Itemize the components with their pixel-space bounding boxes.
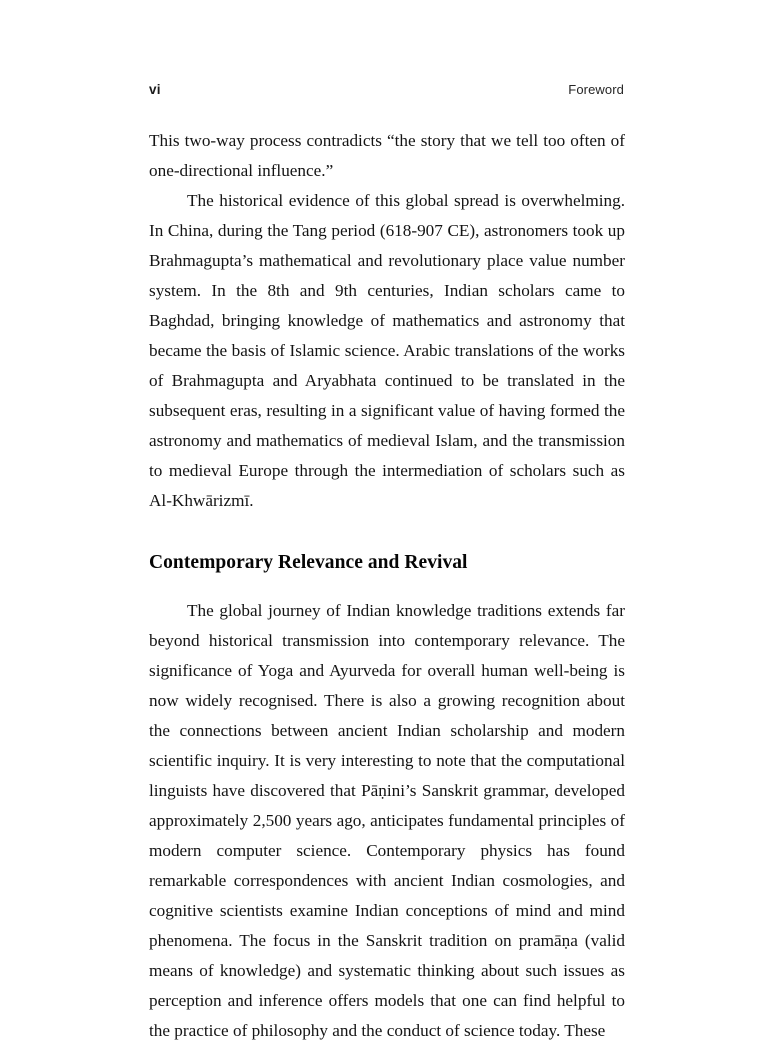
heading-spacer-below [149,578,625,596]
paragraph-contemporary-relevance: The global journey of Indian knowledge traditions extends far beyond historical transmission into contemporary relevance. The significance of Yoga and Ayurveda for overall human well-being is now widely recognised. There is also a growing recognition about the connections between ancient Indian scholarship and modern scientific inquiry. It is very interesting to note that the computational linguists have discovered that Pāṇini’s Sanskrit grammar, developed approximately 2,500 years ago, anticipates fundamental principles of modern computer science. Contemporary physics has found remarkable correspondences with ancient Indian cosmologies, and cognitive scientists examine Indian conceptions of mind and mind phenomena. The focus in the Sanskrit tradition on pramāṇa (valid means of knowledge) and systematic thinking about such issues as perception and inference offers models that one can find helpful to the practice of philosophy and the conduct of science today. These [149,601,625,1040]
section-heading: Contemporary Relevance and Revival [149,552,468,573]
text-column [149,126,625,1046]
running-head-title: Foreword [568,82,624,97]
paragraph-intro: This two-way process contradicts “the story that we tell too often of one-directional influence.” [149,131,625,180]
page-number: vi [149,82,161,97]
paragraph-historical-evidence: The historical evidence of this global spread is overwhelming. In China, during the Tang period (618-907 CE), astronomers took up Brahmagupta’s mathematical and revolutionary place value number system. In the 8th and 9th centuries, Indian scholars came to Baghdad, bringing knowledge of mathematics and astronomy that became the basis of Islamic science. Arabic translations of the works of Brahmagupta and Aryabhata continued to be translated in the subsequent eras, resulting in a significant value of having formed the astronomy and mathematics of medieval Islam, and the transmission to medieval Europe through the intermediation of scholars such as Al-Khwārizmī. [149,191,625,510]
running-head [149,82,624,102]
heading-spacer-above [149,516,625,548]
